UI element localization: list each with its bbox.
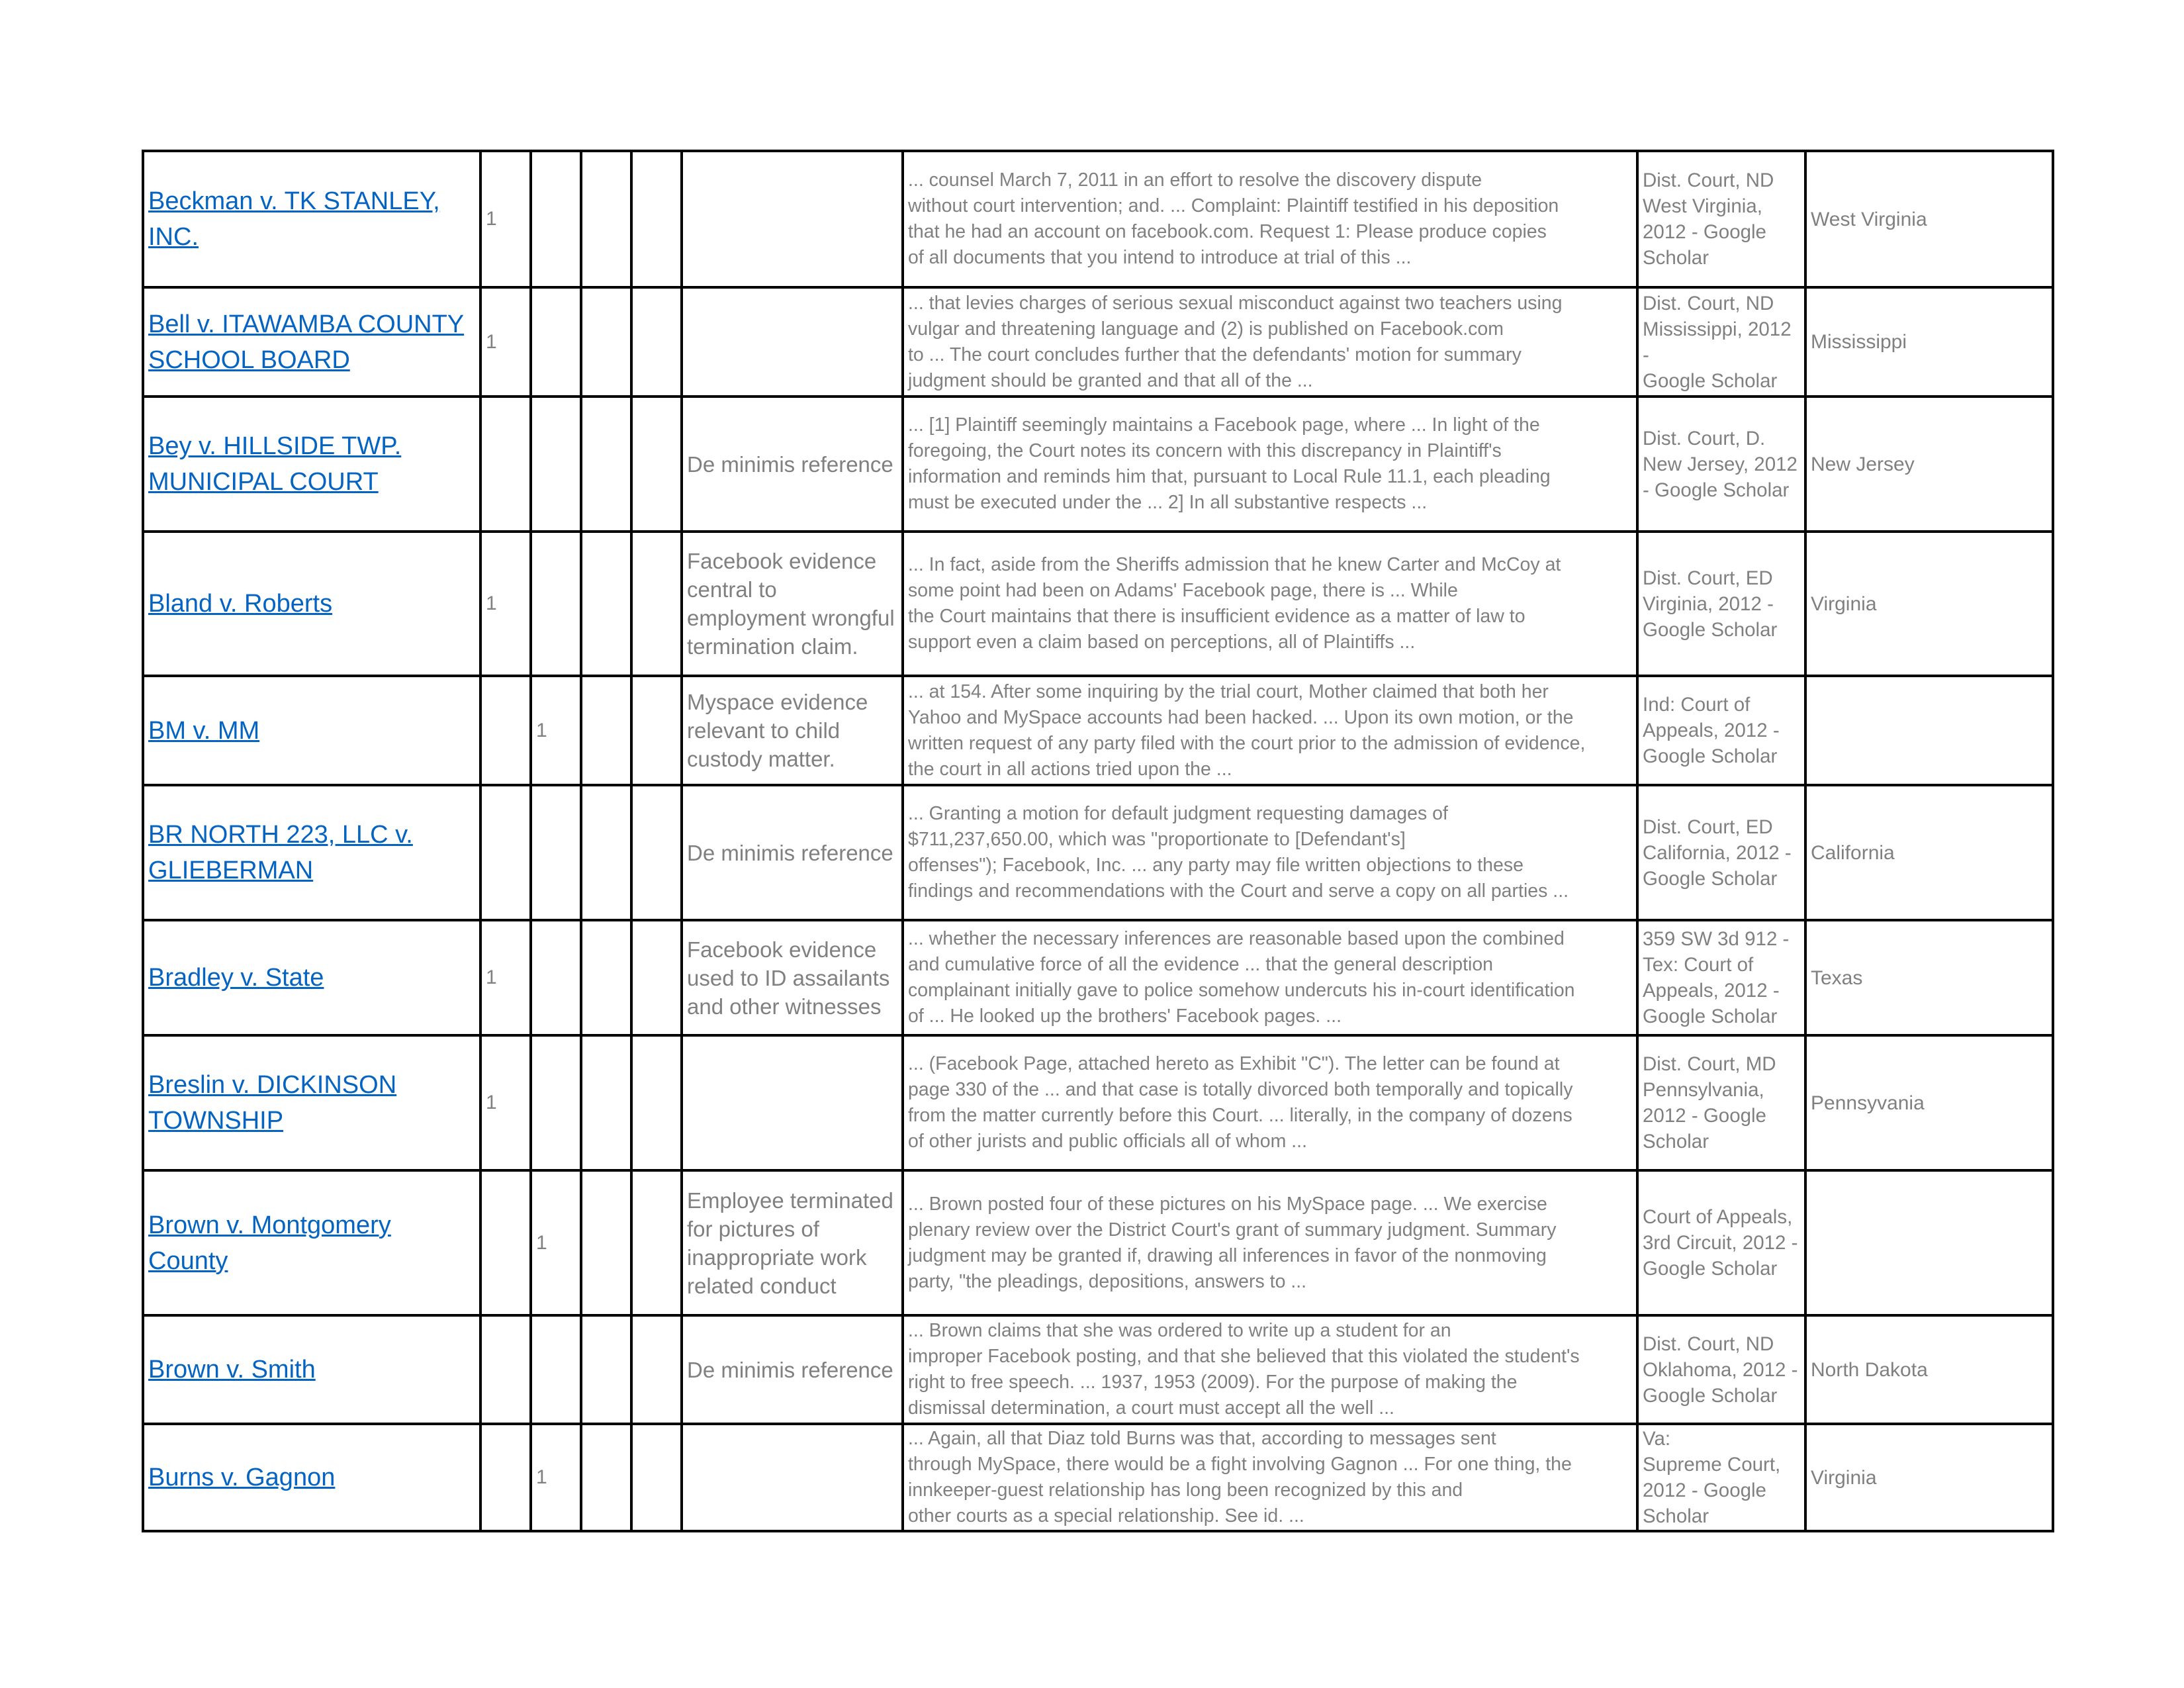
case-link[interactable]: Breslin v. DICKINSON TOWNSHIP xyxy=(148,1071,397,1135)
case-name-cell xyxy=(143,1035,480,1170)
snippet-cell: ... that levies charges of serious sexual misconduct against two teachers using vulgar and threatening language and (2) is published on Facebook.com to ... The court concludes further that the defendants' motion for summary judgment should be granted and that all of the ... xyxy=(903,287,1637,397)
source-cell: Dist. Court, D. New Jersey, 2012 - Google Scholar xyxy=(1637,397,1805,532)
flag-cell-3 xyxy=(581,287,631,397)
flag-cell-4 xyxy=(631,397,682,532)
flag-cell-2 xyxy=(531,397,581,532)
case-link[interactable]: Beckman v. TK STANLEY, INC. xyxy=(148,187,440,251)
flag-cell-4 xyxy=(631,676,682,785)
source-cell: Dist. Court, ED Virginia, 2012 - Google Scholar xyxy=(1637,532,1805,676)
source-cell: Dist. Court, ED California, 2012 - Google Scholar xyxy=(1637,785,1805,920)
table-row xyxy=(143,920,2053,1035)
snippet-cell: ... Brown claims that she was ordered to write up a student for an improper Facebook posting, and that she believed that this violated the student's right to free speech. ... 1937, 1953 (2009). For the purpose of making the dismissal determination, a court must accept all the well ... xyxy=(903,1315,1637,1424)
case-name-cell xyxy=(143,920,480,1035)
case-name-cell xyxy=(143,1424,480,1531)
flag-cell-3 xyxy=(581,151,631,287)
flag-cell-3 xyxy=(581,920,631,1035)
case-name-cell xyxy=(143,676,480,785)
note-cell: Facebook evidence central to employment wrongful termination claim. xyxy=(682,532,903,676)
case-name-cell xyxy=(143,1170,480,1315)
flag-cell-3 xyxy=(581,397,631,532)
snippet-cell: ... at 154. After some inquiring by the trial court, Mother claimed that both her Yahoo and MySpace accounts had been hacked. ... Upon its own motion, or the written request of any party filed with the court prior to the admission of evidence, the court in all actions tried upon the ... xyxy=(903,676,1637,785)
state-cell: Virginia xyxy=(1805,532,2053,676)
note-cell: De minimis reference xyxy=(682,397,903,532)
case-name-cell xyxy=(143,151,480,287)
source-cell: Dist. Court, ND Oklahoma, 2012 - Google Scholar xyxy=(1637,1315,1805,1424)
note-cell xyxy=(682,1035,903,1170)
flag-cell-2 xyxy=(531,1035,581,1170)
case-link[interactable]: Bradley v. State xyxy=(148,964,324,992)
case-link[interactable]: Bell v. ITAWAMBA COUNTY SCHOOL BOARD xyxy=(148,310,465,374)
table-row xyxy=(143,785,2053,920)
source-cell: Dist. Court, ND West Virginia, 2012 - Google Scholar xyxy=(1637,151,1805,287)
case-link[interactable]: BM v. MM xyxy=(148,716,260,745)
flag-cell-2: 1 xyxy=(531,1424,581,1531)
snippet-cell: ... Again, all that Diaz told Burns was that, according to messages sent through MySpace, there would be a fight involving Gagnon ... For one thing, the innkeeper-guest relationship has long been recognized by this and other courts as a special relationship. See id. ... xyxy=(903,1424,1637,1531)
note-cell: Facebook evidence used to ID assailants and other witnesses xyxy=(682,920,903,1035)
flag-cell-1 xyxy=(480,1170,531,1315)
flag-cell-1: 1 xyxy=(480,287,531,397)
flag-cell-3 xyxy=(581,1035,631,1170)
note-cell xyxy=(682,151,903,287)
case-name-cell xyxy=(143,532,480,676)
source-cell: 359 SW 3d 912 - Tex: Court of Appeals, 2012 - Google Scholar xyxy=(1637,920,1805,1035)
snippet-cell: ... counsel March 7, 2011 in an effort to resolve the discovery dispute without court intervention; and. ... Complaint: Plaintiff testified in his deposition that he had an account on facebook.com. Request 1: Please produce copies of all documents that you intend to introduce at trial of this ... xyxy=(903,151,1637,287)
snippet-cell: ... whether the necessary inferences are reasonable based upon the combined and cumulative force of all the evidence ... that the general description complainant initially gave to police somehow undercuts his in-court identification of ... He looked up the brothers' Facebook pages. ... xyxy=(903,920,1637,1035)
source-cell: Ind: Court of Appeals, 2012 - Google Scholar xyxy=(1637,676,1805,785)
flag-cell-3 xyxy=(581,1424,631,1531)
source-cell: Court of Appeals, 3rd Circuit, 2012 - Google Scholar xyxy=(1637,1170,1805,1315)
case-rows xyxy=(143,151,2053,1531)
case-link[interactable]: BR NORTH 223, LLC v. GLIEBERMAN xyxy=(148,821,413,884)
note-cell xyxy=(682,287,903,397)
flag-cell-2 xyxy=(531,287,581,397)
flag-cell-1: 1 xyxy=(480,920,531,1035)
flag-cell-4 xyxy=(631,1315,682,1424)
snippet-cell: ... In fact, aside from the Sheriffs admission that he knew Carter and McCoy at some point had been on Adams' Facebook page, there is ... While the Court maintains that there is insufficient evidence as a matter of law to support even a claim based on perceptions, all of Plaintiffs ... xyxy=(903,532,1637,676)
flag-cell-3 xyxy=(581,1315,631,1424)
state-cell xyxy=(1805,1170,2053,1315)
case-link[interactable]: Bey v. HILLSIDE TWP. MUNICIPAL COURT xyxy=(148,432,402,496)
table-row xyxy=(143,397,2053,532)
flag-cell-1 xyxy=(480,397,531,532)
state-cell: Pennsyvania xyxy=(1805,1035,2053,1170)
flag-cell-4 xyxy=(631,532,682,676)
state-cell: West Virginia xyxy=(1805,151,2053,287)
flag-cell-2 xyxy=(531,532,581,676)
state-cell: Virginia xyxy=(1805,1424,2053,1531)
note-cell xyxy=(682,1424,903,1531)
case-table xyxy=(142,150,2054,1532)
flag-cell-1 xyxy=(480,1315,531,1424)
case-link[interactable]: Brown v. Montgomery County xyxy=(148,1211,391,1275)
state-cell: North Dakota xyxy=(1805,1315,2053,1424)
flag-cell-2 xyxy=(531,151,581,287)
case-link[interactable]: Brown v. Smith xyxy=(148,1356,316,1383)
state-cell: Mississippi xyxy=(1805,287,2053,397)
state-cell: California xyxy=(1805,785,2053,920)
state-cell: New Jersey xyxy=(1805,397,2053,532)
case-name-cell xyxy=(143,785,480,920)
table-row xyxy=(143,532,2053,676)
flag-cell-3 xyxy=(581,532,631,676)
flag-cell-2: 1 xyxy=(531,676,581,785)
flag-cell-2 xyxy=(531,920,581,1035)
case-name-cell xyxy=(143,1315,480,1424)
table-row xyxy=(143,1315,2053,1424)
source-cell: Va: Supreme Court, 2012 - Google Scholar xyxy=(1637,1424,1805,1531)
case-name-cell xyxy=(143,287,480,397)
note-cell: Myspace evidence relevant to child custody matter. xyxy=(682,676,903,785)
source-cell: Dist. Court, ND Mississippi, 2012 - Google Scholar xyxy=(1637,287,1805,397)
flag-cell-1 xyxy=(480,1424,531,1531)
table-row xyxy=(143,287,2053,397)
flag-cell-1: 1 xyxy=(480,532,531,676)
case-name-cell xyxy=(143,397,480,532)
table-row xyxy=(143,1035,2053,1170)
flag-cell-4 xyxy=(631,287,682,397)
note-cell: Employee terminated for pictures of inappropriate work related conduct xyxy=(682,1170,903,1315)
flag-cell-2: 1 xyxy=(531,1170,581,1315)
flag-cell-1 xyxy=(480,676,531,785)
state-cell xyxy=(1805,676,2053,785)
flag-cell-2 xyxy=(531,785,581,920)
flag-cell-4 xyxy=(631,151,682,287)
flag-cell-4 xyxy=(631,1170,682,1315)
flag-cell-4 xyxy=(631,920,682,1035)
snippet-cell: ... [1] Plaintiff seemingly maintains a Facebook page, where ... In light of the foregoing, the Court notes its concern with this discrepancy in Plaintiff's information and reminds him that, pursuant to Local Rule 11.1, each pleading must be executed under the ... 2] In all substantive respects ... xyxy=(903,397,1637,532)
table-row xyxy=(143,676,2053,785)
case-link[interactable]: Bland v. Roberts xyxy=(148,590,333,618)
flag-cell-3 xyxy=(581,785,631,920)
flag-cell-2 xyxy=(531,1315,581,1424)
flag-cell-1 xyxy=(480,785,531,920)
state-cell: Texas xyxy=(1805,920,2053,1035)
flag-cell-3 xyxy=(581,1170,631,1315)
note-cell: De minimis reference xyxy=(682,785,903,920)
flag-cell-4 xyxy=(631,1035,682,1170)
flag-cell-4 xyxy=(631,1424,682,1531)
snippet-cell: ... Granting a motion for default judgment requesting damages of $711,237,650.00, which was "proportionate to [Defendant's] offenses"); Facebook, Inc. ... any party may file written objections to these findings and recommendations with the Court and serve a copy on all parties ... xyxy=(903,785,1637,920)
table-row xyxy=(143,1170,2053,1315)
case-link[interactable]: Burns v. Gagnon xyxy=(148,1464,336,1491)
table-row xyxy=(143,151,2053,287)
flag-cell-1: 1 xyxy=(480,1035,531,1170)
note-cell: De minimis reference xyxy=(682,1315,903,1424)
flag-cell-4 xyxy=(631,785,682,920)
table-row xyxy=(143,1424,2053,1531)
snippet-cell: ... (Facebook Page, attached hereto as Exhibit "C"). The letter can be found at page 330 of the ... and that case is totally divorced both temporally and topically from the matter currently before this Court. ... literally, in the company of dozens of other jurists and public officials all of whom ... xyxy=(903,1035,1637,1170)
snippet-cell: ... Brown posted four of these pictures on his MySpace page. ... We exercise plenary review over the District Court's grant of summary judgment. Summary judgment may be granted if, drawing all inferences in favor of the nonmoving party, "the pleadings, depositions, answers to ... xyxy=(903,1170,1637,1315)
flag-cell-3 xyxy=(581,676,631,785)
source-cell: Dist. Court, MD Pennsylvania, 2012 - Google Scholar xyxy=(1637,1035,1805,1170)
flag-cell-1: 1 xyxy=(480,151,531,287)
